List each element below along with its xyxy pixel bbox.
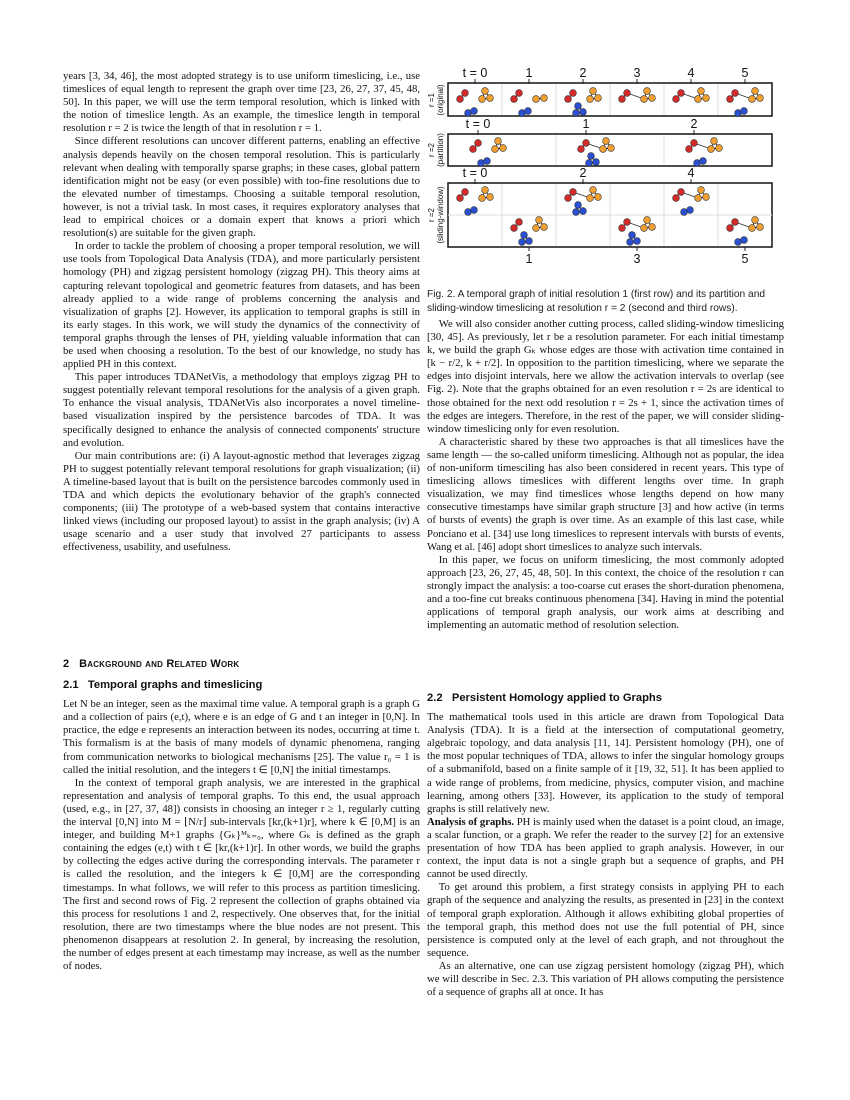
graph-node (711, 138, 718, 145)
run-in-heading: Analysis of graphs. (427, 815, 515, 828)
graph-node (700, 158, 707, 165)
graph-node (525, 108, 532, 115)
graph-node (686, 146, 693, 153)
graph-node (470, 146, 477, 153)
graph-node (565, 96, 572, 103)
graph-node (580, 208, 587, 215)
graph-node (487, 194, 494, 201)
graph-node (741, 108, 748, 115)
graph-node (752, 217, 759, 224)
paragraph: Our main contributions are: (i) A layout-agnostic method that leverages zigzag PH to suggest potentially relevant temporal resolutions for graph visualization; (ii) A timeline-based layout that is built on the persistence barcodes commonly used in TDA and which depicts the evolutionary behavior of the graph's connected components; (iii) The prototype of a web-based system that contains interactive linked views (including our proposed layout) to assist in the graph analysis; (iv) A usage scenario and a user study that involved 27 participants to assess effectiveness, usability, and usefulness. (63, 449, 420, 554)
graph-node (484, 158, 491, 165)
graph-node (471, 207, 478, 214)
graph-node (741, 237, 748, 244)
graph-node (516, 90, 523, 97)
paragraph: This paper introduces TDANetVis, a methodology that employs zigzag PH to suggest potentially relevant temporal resolutions for the analysis of a given graph. To enhance the visual analysis, TDANetVis also incorporates a novel timeline-based visualization inspired by the persistence barcodes of TDA. It was specifically designed to enhance the analysis of connected components' structure and evolution. (63, 371, 420, 449)
graph-node (492, 146, 499, 153)
row-sublabel: (partition) (436, 133, 445, 167)
graph-node (698, 187, 705, 194)
graph-node (536, 217, 543, 224)
graph-node (695, 195, 702, 202)
tick-label-r1: 3 (633, 66, 641, 80)
graph-node (698, 88, 705, 95)
tick-label-r3-top: t = 0 (462, 166, 488, 180)
graph-node (595, 194, 602, 201)
row-sublabel: (sliding-window) (436, 186, 445, 244)
paragraph: The mathematical tools used in this article are drawn from Topological Data Analysis (TDA). It is a field at the intersection of computational geometry, algebraic topology, and data analysis [11, 14]. Persistent homology (PH), one of the most popular techniques of TDA, allows to infer the singular homology groups of a submanifold, based on a finite sample of it [19, 32, 51]. It has been applied to a wide range of problems, from medicine, physics, computer vision, and machine learning, among others [33]. However, its application to the study of temporal graphs is still relatively new. (427, 711, 784, 815)
figure-2-temporal-graph (425, 62, 785, 284)
graph-node (624, 90, 631, 97)
graph-node (749, 96, 756, 103)
graph-node (475, 140, 482, 147)
graph-node (603, 138, 610, 145)
graph-node (600, 146, 607, 153)
figure-caption: Fig. 2. A temporal graph of initial resolution 1 (first row) and its partition and sliding-window timeslicing at resolution r = 2 (second and third rows). (427, 289, 766, 314)
left-column (63, 70, 420, 554)
graph-node (588, 153, 595, 160)
graph-node (573, 110, 580, 117)
paragraph: In order to tackle the problem of choosing a proper temporal resolution, we will use tools from Topological Data Analysis (TDA), and more particularly persistent homology (PH) and zigzag persistent homology (zigzag PH). This theory aims at capturing relevant topological and geometric features from datasets, and has been already applied to a wide range of problems concerning the analysis and visualization of graphs [2]. However, its application to temporal graphs is still in its early stages. In this work, we will study the dynamics of the connectivity of temporal graphs through the lenses of PH, yielding valuable information that can be used when choosing a resolution. To the best of our knowledge, no study has applied PH in this context. (63, 240, 420, 371)
paragraph-text: PH is mainly used when the dataset is a point cloud, an image, a scalar function, or a graph. We refer the reader to the survey [2] for an extensive presentation of how TDA has been applied to graph analysis. However, in our context, the input data is not a single graph but a sequence of graphs, and PH cannot be used directly. (427, 815, 784, 881)
tick-label-r2: t = 0 (465, 117, 491, 131)
tick-label-r3-bottom: 5 (741, 252, 749, 266)
graph-node (673, 96, 680, 103)
graph-node (457, 195, 464, 202)
graph-node (732, 219, 739, 226)
graph-node (521, 232, 528, 239)
graph-node (627, 239, 634, 246)
graph-node (565, 195, 572, 202)
row-label: r =2 (427, 142, 436, 158)
graph-node (749, 225, 756, 232)
graph-node (703, 194, 710, 201)
left-column-section (63, 658, 420, 973)
graph-node (752, 88, 759, 95)
graph-node (727, 225, 734, 232)
row-sublabel: (original) (436, 84, 445, 116)
tick-label-r3-top: 2 (579, 166, 587, 180)
graph-node (511, 225, 518, 232)
paragraph: We will also consider another cutting process, called sliding-window timeslicing [30, 45]. As previously, let r be a resolution parameter. For each initial timestamp k, we build the graph Gₖ whose edges are those with activation time contained in [k − r/2, k + r/2]. In opposition to the partition timeslicing, where we separate the edges into disjoint intervals, here we allow the activation intervals to overlap (see Fig. 2). Note that the graphs obtained for an even resolution r = 2s are identical to those obtained for the next odd resolution r = 2s + 1, since the activation times of the edges are integers. Therefore, in the rest of the paper, we will consider sliding-window timeslicing only for even resolution. (427, 318, 784, 435)
graph-node (727, 96, 734, 103)
graph-node (533, 225, 540, 232)
graph-node (578, 146, 585, 153)
graph-node (608, 145, 615, 152)
graph-node (649, 95, 656, 102)
graph-node (526, 238, 533, 245)
tick-label-r2: 1 (582, 117, 590, 131)
paragraph: years [3, 34, 46], the most adopted strategy is to use uniform timeslicing, i.e., use timeslices of equal length to represent the graph over time [23, 26, 27, 37, 45, 48, 50]. In this paper, we will use the term temporal resolution, which is linked with the notion of timeslice length. As an example, the timeslice length in temporal resolution r = 2 is twice the length of that in resolution r = 1. (63, 70, 420, 135)
row-label: r =1 (427, 92, 436, 108)
graph-node (573, 209, 580, 216)
graph-node (575, 202, 582, 209)
paragraph: In the context of temporal graph analysis, we are interested in the graphical representation and analysis of temporal graphs. To this end, the usual approach (used, e.g., in [27, 37, 48]) consists in choosing an integer r ≥ 1, regularly cutting the interval [0,N] into M = ⌊N/r⌋ sub-intervals [kr,(k+1)r], where k ∈ [0,M] is an integer, and building M+1 graphs {Gₖ}ᴹₖ₌₀, where Gₖ is defined as the graph containing the edges (e,t) with t ∈ [kr,(k+1)r]. In other words, we build the graphs by collecting the edges active during the corresponding intervals. The parameter r is called the resolution, and the integers k ∈ [0,M] are the corresponding timestamps. In what follows, we will refer to this process as partition timeslicing. The first and second rows of Fig. 2 represent the collection of graphs obtained via this process for resolutions 1 and 2, respectively. One observes that, for the initial resolution, there are two timestamps where the blue nodes are not present. This phenomenon disappears at resolution 2. In general, by increasing the resolution, the number of edges present at each timestamp may increase, as well as the number of nodes. (63, 776, 421, 973)
graph-node (482, 88, 489, 95)
graph-node (590, 187, 597, 194)
graph-node (511, 96, 518, 103)
graph-node (541, 95, 548, 102)
paragraph: Let N be an integer, seen as the maximal time value. A temporal graph is a graph G and a collection of pairs (e,t), where e is an edge of G and t an integer in [0,N]. In practice, the edge e represents an interaction between its nodes, occurring at time t. This formalism is at the basis of many models of dynamic phenomena, ranging from communication networks to biological mechanisms [25]. The value r₀ = 1 is called the initial resolution, and the integers t ∈ [0,N] the initial timestamps. (63, 698, 420, 776)
graph-node (649, 224, 656, 231)
graph-node (595, 95, 602, 102)
graph-node (691, 140, 698, 147)
graph-node (587, 96, 594, 103)
graph-node (575, 103, 582, 110)
graph-node (462, 189, 469, 196)
graph-node (516, 219, 523, 226)
graph-node (641, 225, 648, 232)
paragraph: In this paper, we focus on uniform timeslicing, the most commonly adopted approach [23, 26, 27, 45, 48, 50]. In this context, the choice of the resolution r can strongly impact the analysis: a too-coarse cut erases the short-duration phenomena, and a too-fine cut breaks continuous phenomena [34]. Having in mind the potential applications of temporal graph analysis, our work aims at describing and implementing an automatic method of resolution selection. (427, 553, 784, 632)
subsection-heading: 2.1 Temporal graphs and timeslicing (63, 679, 263, 692)
row-label: r =2 (427, 207, 436, 223)
paragraph (427, 816, 784, 881)
graph-node (644, 217, 651, 224)
graph-node (708, 146, 715, 153)
graph-node (479, 195, 486, 202)
graph-node (580, 109, 587, 116)
graph-node (500, 145, 507, 152)
graph-node (695, 96, 702, 103)
graph-node (673, 195, 680, 202)
graph-node (644, 88, 651, 95)
tick-label-r3-top: 4 (687, 166, 695, 180)
graph-node (471, 108, 478, 115)
graph-node (703, 95, 710, 102)
graph-node (678, 90, 685, 97)
tick-label-r2: 2 (690, 117, 698, 131)
graph-node (586, 160, 593, 167)
graph-node (629, 232, 636, 239)
graph-node (641, 96, 648, 103)
graph-node (462, 90, 469, 97)
subsection-heading: 2.2 Persistent Homology applied to Graphs (427, 692, 662, 704)
right-column (427, 318, 784, 632)
graph-node (479, 96, 486, 103)
graph-node (678, 189, 685, 196)
graph-node (482, 187, 489, 194)
tick-label-r1: t = 0 (462, 66, 488, 80)
graph-node (634, 238, 641, 245)
paragraph: To get around this problem, a first strategy consists in applying PH to each graph of the sequence and analyzing the results, as presented in [23] in the context of temporal graph exploration. Although it allows exhibiting global properties of the temporal graph, this method does not use the full potential of PH, since persistence is computed only at the level of each graph, and not throughout the sequence. (427, 881, 784, 959)
graph-node (457, 96, 464, 103)
tick-label-r1: 4 (687, 66, 695, 80)
graph-node (593, 159, 600, 166)
graph-node (519, 239, 526, 246)
tick-label-r3-bottom: 3 (633, 252, 641, 266)
tick-label-r1: 1 (525, 66, 533, 80)
paragraph: Since different resolutions can uncover different patterns, enabling an effective analysis depends heavily on the chosen temporal resolution. This is particularly relevant when dealing with temporally sparse graphs; in these cases, global pattern identification might not be easy (or even possible) with too-fine resolutions due to the elevated number of timestamps. Choosing a suitable temporal resolution, however, is not a trivial task. In most cases, it requires exploratory analyses that lead to empirical choices or a domain expert that knows a priori which resolution(s) are suitable for the given graph. (63, 135, 420, 240)
tick-label-r1: 5 (741, 66, 749, 80)
graph-node (687, 207, 694, 214)
paragraph: As an alternative, one can use zigzag persistent homology (zigzag PH), which we will describe in Sec. 2.3. This variation of PH allows computing the persistence of a sequence of graphs all at once. It has (427, 959, 784, 999)
graph-node (487, 95, 494, 102)
graph-node (757, 224, 764, 231)
graph-node (583, 140, 590, 147)
graph-node (716, 145, 723, 152)
graph-node (541, 224, 548, 231)
graph-node (619, 96, 626, 103)
graph-node (570, 90, 577, 97)
tick-label-r3-bottom: 1 (525, 252, 533, 266)
graph-node (619, 225, 626, 232)
graph-node (732, 90, 739, 97)
graph-node (587, 195, 594, 202)
right-column-section (427, 692, 784, 999)
graph-node (495, 138, 502, 145)
graph-node (757, 95, 764, 102)
section-heading: 2 Background and Related Work (63, 658, 240, 670)
tick-label-r1: 2 (579, 66, 587, 80)
graph-node (570, 189, 577, 196)
graph-node (533, 96, 540, 103)
paragraph: A characteristic shared by these two approaches is that all timeslices have the same length — the so-called uniform timeslicing. Although not as popular, the idea of non-uniform timesciling has also been considered in recent years. This type of timeslicing allows timeslices with different lengths over time. In graph visualization, we may find timeslices whose lengths depend on how many consecutive timestamps have similar graph structure [3] and how active (in terms of bursts of events) the graph is over time. As an example of this last case, while Ponciano et al. [34] use long timeslices to represent intervals with bursts of events, Wang et al. [46] adopt short timeslices to analyze such intervals. (427, 435, 784, 553)
graph-node (590, 88, 597, 95)
graph-node (624, 219, 631, 226)
